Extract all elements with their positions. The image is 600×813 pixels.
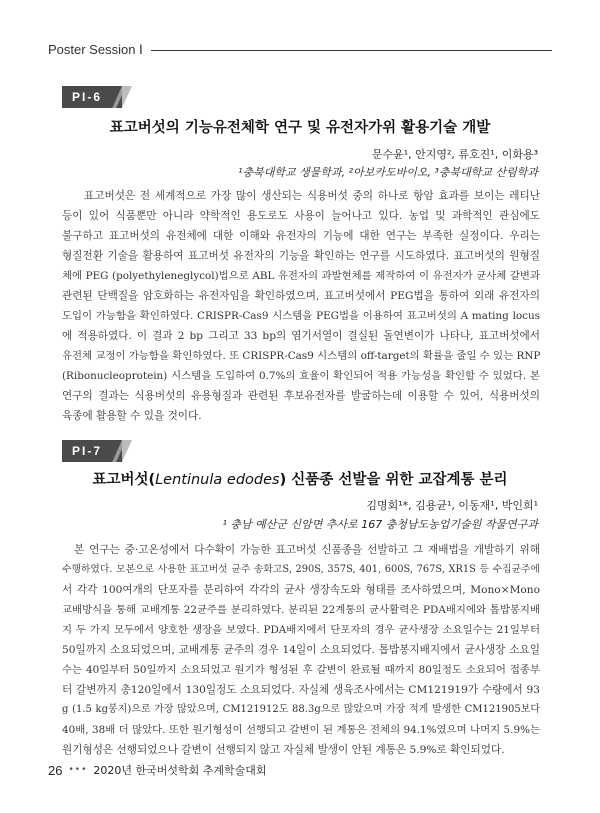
- authors-pi-6: 문수윤¹, 안지영², 류호진¹, 이화용³: [371, 148, 538, 161]
- title-part: 표고버섯(: [92, 472, 156, 488]
- abstract-line: 40배, 38배 더 많았다. 또한 원기형성이 선행되고 갈변이 된 계통은 전체의 94.1%였으며 나머지 5.9%는: [62, 724, 540, 736]
- abstract-line: 형질전환 기술을 활용하여 표고버섯 유전자의 기능을 확인하는 연구를 시도하였다. 표고버섯의 원형질: [62, 250, 540, 262]
- affiliation-pi-7: ¹ 충남 예산군 신암면 추사로 167 충청남도농업기술원 작물연구과: [222, 518, 538, 531]
- title-part: ) 신품종 선발을 위한 교잡계통 분리: [279, 472, 508, 488]
- abstract-line: 에 적용하였다. 이 결과 2 bp 그리고 33 bp의 염기서열이 결실된 돌연변이가 나타나, 표고버섯에서: [62, 330, 540, 342]
- page-footer: [48, 762, 267, 778]
- abstract-line: 50일까지 소요되었으며, 교배계통 균주의 경우 14일이 소요되었다. 톱밥봉지배지에서 균사생장 소요일: [62, 644, 540, 656]
- abstract-line: 체에 PEG (polyethyleneglycol)법으로 ABL 유전자의 과발현체를 제작하여 이 유전자가 균사체 갈변과: [62, 270, 540, 282]
- section-badge-pi-7: PI-7: [62, 440, 122, 462]
- abstract-line: 수행하였다. 모본으로 사용한 표고버섯 균주 송화고S, 290S, 357S, 401, 600S, 767S, XR1S 등 수집균주에: [62, 564, 540, 575]
- abstract-line: 지 두 가지 모두에서 양호한 생장을 보였다. PDA배지에서 단포자의 경우 균사생장 소요일수는 21일부터: [62, 624, 540, 636]
- abstract-line: 유전체 교정이 가능함을 확인하였다. 또 CRISPR-Cas9 시스템의 off-target의 확률을 줄일 수 있는 RNP: [62, 350, 540, 362]
- abstract-line: 도입이 가능함을 확인하였다. CRISPR-Cas9 시스템을 PEG법을 이용하여 표고버섯의 A mating locus: [62, 310, 540, 322]
- running-header: [48, 40, 552, 60]
- section-title-pi-7: [48, 468, 552, 489]
- abstract-line: 본 연구는 중·고온성에서 다수확이 가능한 표고버섯 신품종을 선발하고 그 재배법을 개발하기 위해: [74, 544, 540, 556]
- footer-conference: 2020년 한국버섯학회 추계학술대회: [93, 764, 267, 777]
- abstract-line: 관련된 단백질을 암호화하는 유전자임을 확인하였으며, 표고버섯에서 PEG법을 통하여 외래 유전자의: [62, 290, 540, 302]
- abstract-line: g (1.5 kg봉지)으로 가장 많았으며, CM121912도 88.3g으로 많았으며 가장 적게 발생한 CM121905보다: [62, 704, 540, 715]
- page-number: 26: [48, 762, 63, 778]
- abstract-line: 등이 있어 식품뿐만 아니라 약학적인 용도로도 사용이 늘어나고 있다. 농업 및 과학적인 관심에도: [62, 210, 540, 222]
- abstract-body-pi-6: [62, 186, 540, 426]
- section-badge-pi-6: PI-6: [62, 86, 122, 108]
- abstract-line: 서 각각 100여개의 단포자를 분리하여 각각의 균사 생장속도와 형태를 조사하였으며, Mono×Mono: [62, 584, 540, 596]
- authors-pi-7: 김명회¹*, 김용균¹, 이동재¹, 박인희¹: [366, 499, 538, 512]
- abstract-body-pi-7: [62, 540, 540, 760]
- abstract-line: 육종에 활용할 수 있을 것이다.: [62, 410, 202, 422]
- section-title-pi-6: 표고버섯의 기능유전체학 연구 및 유전자가위 활용기술 개발: [109, 120, 491, 136]
- affiliation-pi-6: ¹충북대학교 생물학과, ²아보카도바이오, ³충북대학교 산림학과: [238, 166, 538, 179]
- abstract-line: 표고버섯은 전 세계적으로 가장 많이 생산되는 식용버섯 중의 하나로 항암 효과를 보이는 레티난: [84, 190, 540, 202]
- abstract-line: 수는 40일부터 50일까지 소요되었고 원기가 형성된 후 갈변이 완료될 때까지 80일정도 소요되어 접종부: [62, 664, 540, 676]
- abstract-line: 터 갈변까지 총120일에서 130일정도 소요되었다. 자실체 생육조사에서는 CM121919가 수량에서 93: [62, 684, 540, 696]
- abstract-line: 연구의 결과는 식용버섯의 유용형질과 관련된 후보유전자를 발굴하는데 이용할 수 있어, 식용버섯의: [62, 390, 540, 402]
- header-title: Poster Session Ⅰ: [48, 42, 143, 57]
- footer-dots: •••: [68, 765, 88, 775]
- abstract-line: 불구하고 표고버섯의 유전체에 대한 이해와 유전자의 기능에 대한 연구는 부족한 실정이다. 우리는: [62, 230, 540, 242]
- header-rule: [151, 50, 552, 51]
- abstract-line: (Ribonucleoprotein) 시스템을 도입하여 0.7%의 효율이 확인되어 적용 가능성을 확인할 수 있었다. 본: [62, 370, 540, 382]
- title-species: Lentinula edodes: [155, 472, 280, 488]
- abstract-line: 원기형성은 선행되었으나 갈변이 선행되지 않고 자실체 발생이 안된 계통은 5.9%로 확인되었다.: [62, 744, 505, 756]
- abstract-line: 교배방식을 통해 교배계통 22균주를 분리하였다. 분리된 22계통의 균사활력은 PDA배지에와 톱밥봉지배: [62, 604, 540, 616]
